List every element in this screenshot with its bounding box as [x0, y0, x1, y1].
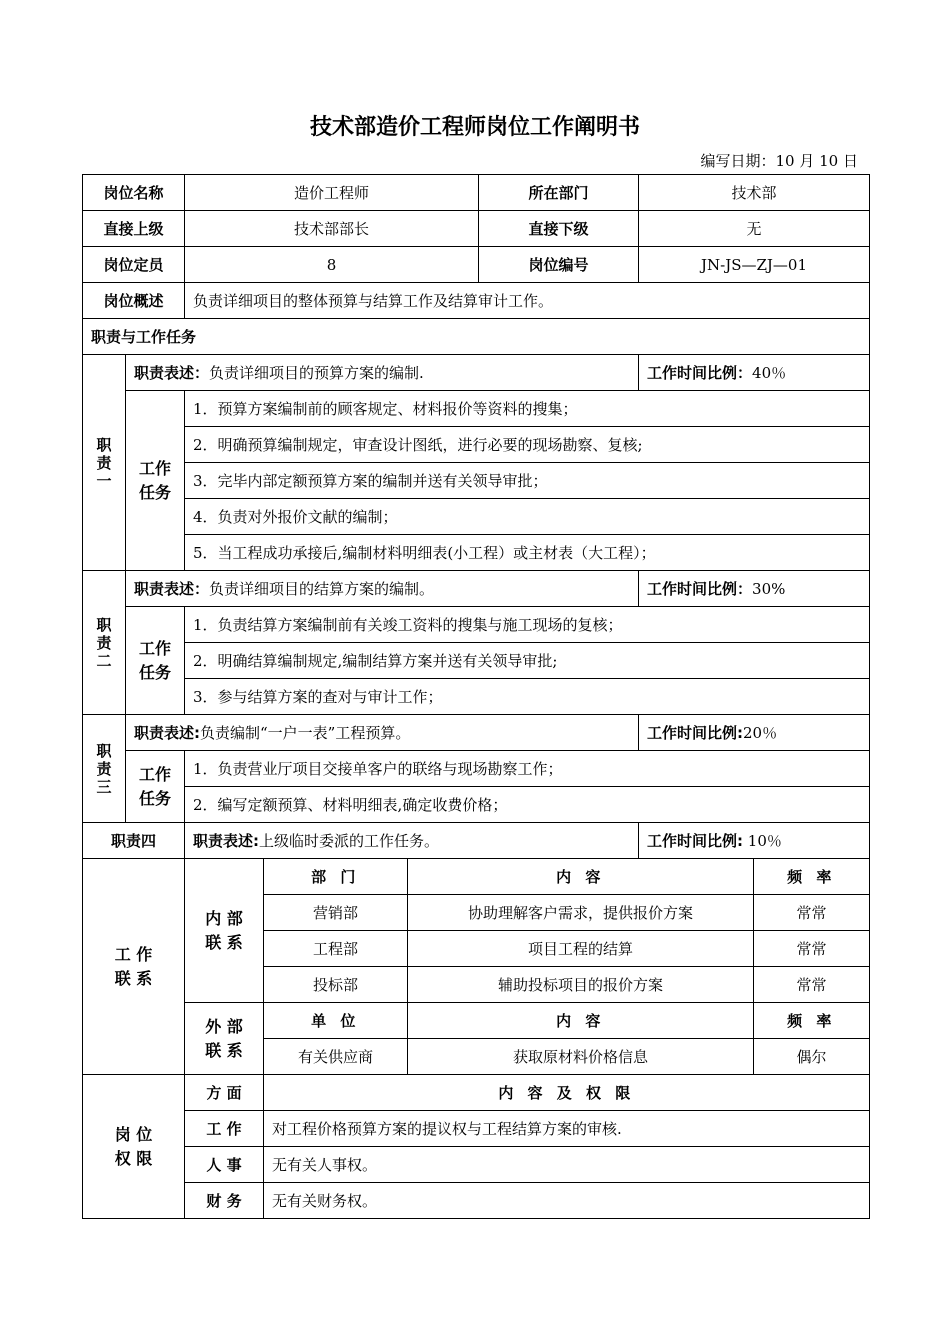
subordinate-label: 直接下级 — [479, 211, 639, 247]
internal-header-content: 内 容 — [408, 859, 754, 895]
internal-dept: 营销部 — [264, 895, 408, 931]
authority-aspect: 人 事 — [185, 1147, 264, 1183]
authority-aspect: 财 务 — [185, 1183, 264, 1219]
table-row — [83, 1183, 870, 1219]
authority-header-content: 内 容 及 权 限 — [264, 1075, 870, 1111]
duty2-desc-label: 职责表述： — [134, 580, 210, 598]
duty2-desc: 负责详细项目的结算方案的编制。 — [209, 580, 435, 598]
duty3-task-label: 工作 任务 — [126, 751, 185, 823]
authority-aspect: 工 作 — [185, 1111, 264, 1147]
internal-dept: 工程部 — [264, 931, 408, 967]
duty1-label: 职责一 — [83, 355, 126, 571]
internal-dept: 投标部 — [264, 967, 408, 1003]
subordinate-value: 无 — [639, 211, 870, 247]
duty1-desc: 负责详细项目的预算方案的编制. — [209, 364, 424, 382]
duty3-desc-cell — [126, 715, 639, 751]
duty3-task: 2．编写定额预算、材料明细表,确定收费价格； — [185, 787, 870, 823]
internal-freq: 常常 — [754, 931, 870, 967]
internal-content: 协助理解客户需求，提供报价方案 — [408, 895, 754, 931]
duty3-ratio: 20％ — [743, 724, 778, 742]
duty2-task: 3．参与结算方案的查对与审计工作； — [185, 679, 870, 715]
post-name-value: 造价工程师 — [185, 175, 479, 211]
duties-header: 职责与工作任务 — [83, 319, 870, 355]
external-freq: 偶尔 — [754, 1039, 870, 1075]
duty1-task: 2．明确预算编制规定，审查设计图纸，进行必要的现场勘察、复核; — [185, 427, 870, 463]
duty2-task-label: 工作 任务 — [126, 607, 185, 715]
dept-label: 所在部门 — [479, 175, 639, 211]
internal-freq: 常常 — [754, 967, 870, 1003]
duty3-ratio-label: 工作时间比例: — [647, 724, 744, 742]
quota-label: 岗位定员 — [83, 247, 185, 283]
dept-value: 技术部 — [639, 175, 870, 211]
authority-label: 岗 位 权 限 — [83, 1075, 185, 1219]
external-unit: 有关供应商 — [264, 1039, 408, 1075]
duty2-task: 2．明确结算编制规定,编制结算方案并送有关领导审批; — [185, 643, 870, 679]
quota-value: 8 — [185, 247, 479, 283]
authority-content: 无有关财务权。 — [264, 1183, 870, 1219]
external-header-unit: 单 位 — [264, 1003, 408, 1039]
superior-value: 技术部部长 — [185, 211, 479, 247]
duty4-ratio-cell — [639, 823, 870, 859]
internal-header-freq: 频 率 — [754, 859, 870, 895]
internal-content: 辅助投标项目的报价方案 — [408, 967, 754, 1003]
external-relations-label: 外 部 联 系 — [185, 1003, 264, 1075]
summary-label: 岗位概述 — [83, 283, 185, 319]
code-value: JN-JS—ZJ—01 — [639, 247, 870, 283]
superior-label: 直接上级 — [83, 211, 185, 247]
duty3-ratio-cell — [639, 715, 870, 751]
duty3-label: 职责三 — [83, 715, 126, 823]
duty2-ratio-cell — [639, 571, 870, 607]
duty1-task: 5．当工程成功承接后,编制材料明细表(小工程）或主材表（大工程）； — [185, 535, 870, 571]
duty1-desc-cell — [126, 355, 639, 391]
duty2-task: 1．负责结算方案编制前有关竣工资料的搜集与施工现场的复核； — [185, 607, 870, 643]
summary-value: 负责详细项目的整体预算与结算工作及结算审计工作。 — [185, 283, 870, 319]
duty4-desc-cell — [185, 823, 639, 859]
table-row — [83, 1111, 870, 1147]
duty1-desc-label: 职责表述： — [134, 364, 210, 382]
duty1-task: 1．预算方案编制前的顾客规定、材料报价等资料的搜集； — [185, 391, 870, 427]
duty1-ratio-cell — [639, 355, 870, 391]
duty4-ratio-label: 工作时间比例: — [647, 832, 744, 850]
duty1-ratio: 40％ — [752, 364, 787, 382]
duty1-task: 3．完毕内部定额预算方案的编制并送有关领导审批； — [185, 463, 870, 499]
authority-content: 对工程价格预算方案的提议权与工程结算方案的审核. — [264, 1111, 870, 1147]
internal-freq: 常常 — [754, 895, 870, 931]
work-relations-label: 工 作 联 系 — [83, 859, 185, 1075]
duty1-task: 4．负责对外报价文献的编制； — [185, 499, 870, 535]
internal-relations-label: 内 部 联 系 — [185, 859, 264, 1003]
duty3-desc-label: 职责表述: — [134, 724, 200, 742]
job-description-table — [82, 174, 870, 1219]
code-label: 岗位编号 — [479, 247, 639, 283]
table-row — [83, 1147, 870, 1183]
internal-header-dept: 部 门 — [264, 859, 408, 895]
external-header-content: 内 容 — [408, 1003, 754, 1039]
document-title: 技术部造价工程师岗位工作阐明书 — [309, 115, 640, 140]
duty2-desc-cell — [126, 571, 639, 607]
post-name-label: 岗位名称 — [83, 175, 185, 211]
duty2-label: 职责二 — [83, 571, 126, 715]
duty2-ratio: 30% — [752, 580, 786, 598]
duty1-ratio-label: 工作时间比例： — [647, 364, 753, 382]
duty4-ratio: 10％ — [743, 832, 782, 850]
internal-content: 项目工程的结算 — [408, 931, 754, 967]
duty3-task: 1．负责营业厅项目交接单客户的联络与现场勘察工作； — [185, 751, 870, 787]
duty4-desc: 上级临时委派的工作任务。 — [259, 832, 440, 850]
duty4-desc-label: 职责表述: — [193, 832, 260, 850]
external-header-freq: 频 率 — [754, 1003, 870, 1039]
duty1-task-label: 工作 任务 — [126, 391, 185, 571]
duty2-ratio-label: 工作时间比例： — [647, 580, 753, 598]
external-content: 获取原材料价格信息 — [408, 1039, 754, 1075]
authority-content: 无有关人事权。 — [264, 1147, 870, 1183]
duty3-desc: 负责编制“一户一表”工程预算。 — [200, 724, 411, 742]
authority-header-aspect: 方 面 — [185, 1075, 264, 1111]
compile-date: 编写日期：10 月 10 日 — [700, 152, 858, 170]
duty4-label: 职责四 — [83, 823, 185, 859]
